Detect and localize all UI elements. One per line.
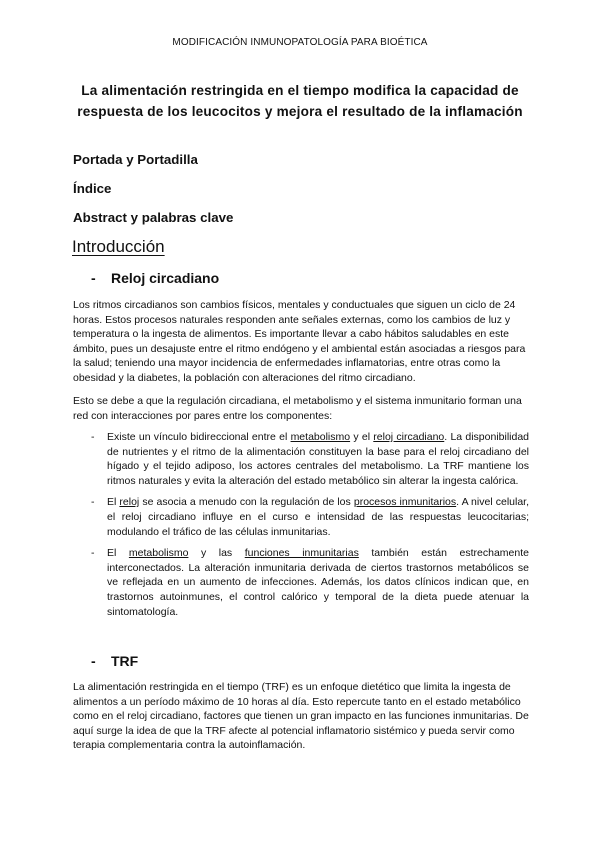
section-introduccion: Introducción bbox=[72, 237, 165, 256]
list-item bbox=[91, 430, 529, 488]
paragraph-text: La alimentación restringida en el tiempo (TRF) es un enfoque dietético que limita la ingesta de alimentos a un período máximo de 10 horas al día. Esto repercute tanto en el estado metabólico como en el reloj circadiano, factores que tienen un gran impacto en las funciones inmunitarias. De aquí surge la idea de que la TRF afecte al potencial inflamatorio sistémico y pueda servir como terapia complementaria contra la autoinflamación. bbox=[73, 681, 529, 752]
list-item-text: y el bbox=[350, 431, 374, 443]
section-abstract: Abstract y palabras clave bbox=[73, 210, 234, 225]
list-bullet: - bbox=[91, 431, 95, 443]
list-item-text: . A nivel celular, el reloj circadiano influye en el curso e intensidad de las respuestas leucocitarias; modulando el tráfico de las células inmunitarias. bbox=[107, 496, 529, 538]
paragraph-text: Esto se debe a que la regulación circadiana, el metabolismo y el sistema inmunitario forman una red con interacciones por pares entre los componentes: bbox=[73, 395, 522, 422]
subheading-reloj bbox=[91, 270, 219, 286]
subheading-bullet: - bbox=[91, 270, 96, 286]
underlined-term: reloj bbox=[119, 496, 140, 509]
list-item-text: se asocia a menudo con la regulación de los bbox=[139, 496, 354, 509]
underlined-term: metabolismo bbox=[128, 547, 189, 560]
list-item-text: . La disponibilidad de nutrientes y el ritmo de la alimentación constituyen la base para el reloj circadiano del hígado y el tejido adiposo, los actores centrales del metabolismo. La TRF mantiene los ritmos naturales y evita la alteración del estado metabólico sin alterar la ingesta calórica. bbox=[107, 431, 530, 487]
paragraph-text: Los ritmos circadianos son cambios físicos, mentales y conductuales que siguen un ciclo de 24 horas. Estos procesos naturales responden ante señales externas, como los cambios de luz y temperatura o la ingesta de alimentos. Es importante llevar a cabo hábitos saludables en este ámbito, pues un desajuste entre el ritmo endógeno y el ambiental están asociadas a riesgos para la salud; teniendo una mayor incidencia de enfermedades inflamatorias, entre otras como la obesidad y la diabetes, la población con alteraciones del ritmo circadiano. bbox=[73, 299, 526, 384]
list-item-text: y las bbox=[188, 547, 245, 560]
underlined-term: funciones inmunitarias bbox=[244, 547, 359, 560]
underlined-term: reloj circadiano bbox=[373, 431, 445, 443]
section-portada: Portada y Portadilla bbox=[73, 152, 198, 167]
list-item-text: El bbox=[107, 496, 120, 509]
underlined-term: metabolismo bbox=[290, 431, 351, 443]
bullet-list bbox=[91, 430, 529, 619]
paragraph-trf bbox=[73, 680, 529, 753]
list-item-text: El bbox=[107, 547, 129, 560]
paragraph-regulacion bbox=[73, 394, 529, 423]
underlined-term: procesos inmunitarios bbox=[353, 496, 457, 509]
list-bullet: - bbox=[91, 547, 95, 560]
list-item bbox=[91, 495, 529, 539]
list-item-text: Existe un vínculo bidireccional entre el bbox=[107, 431, 291, 443]
list-item-text: también están estrechamente interconectados. La alteración inmunitaria derivada de ciertos trastornos metabólicos se ve reflejada en un aumento de infecciones. Además, los datos clínicos indican que, en trastornos autoinmunes, el control calórico y temporal de la dieta puede atenuar la sintomatología. bbox=[107, 547, 529, 618]
subheading-trf-label: TRF bbox=[111, 653, 139, 669]
subheading-reloj-label: Reloj circadiano bbox=[111, 270, 220, 286]
section-indice: Índice bbox=[73, 181, 112, 196]
document-title: La alimentación restringida en el tiempo modifica la capacidad de respuesta de los leucocitos y mejora el resultado de la inflamación bbox=[77, 83, 523, 119]
paragraph-ritmos bbox=[73, 298, 529, 386]
subheading-bullet: - bbox=[91, 653, 96, 669]
list-bullet: - bbox=[91, 496, 95, 509]
list-item bbox=[91, 546, 529, 619]
subheading-trf bbox=[91, 653, 138, 669]
page-header: MODIFICACIÓN INMUNOPATOLOGÍA PARA BIOÉTICA bbox=[172, 37, 428, 48]
